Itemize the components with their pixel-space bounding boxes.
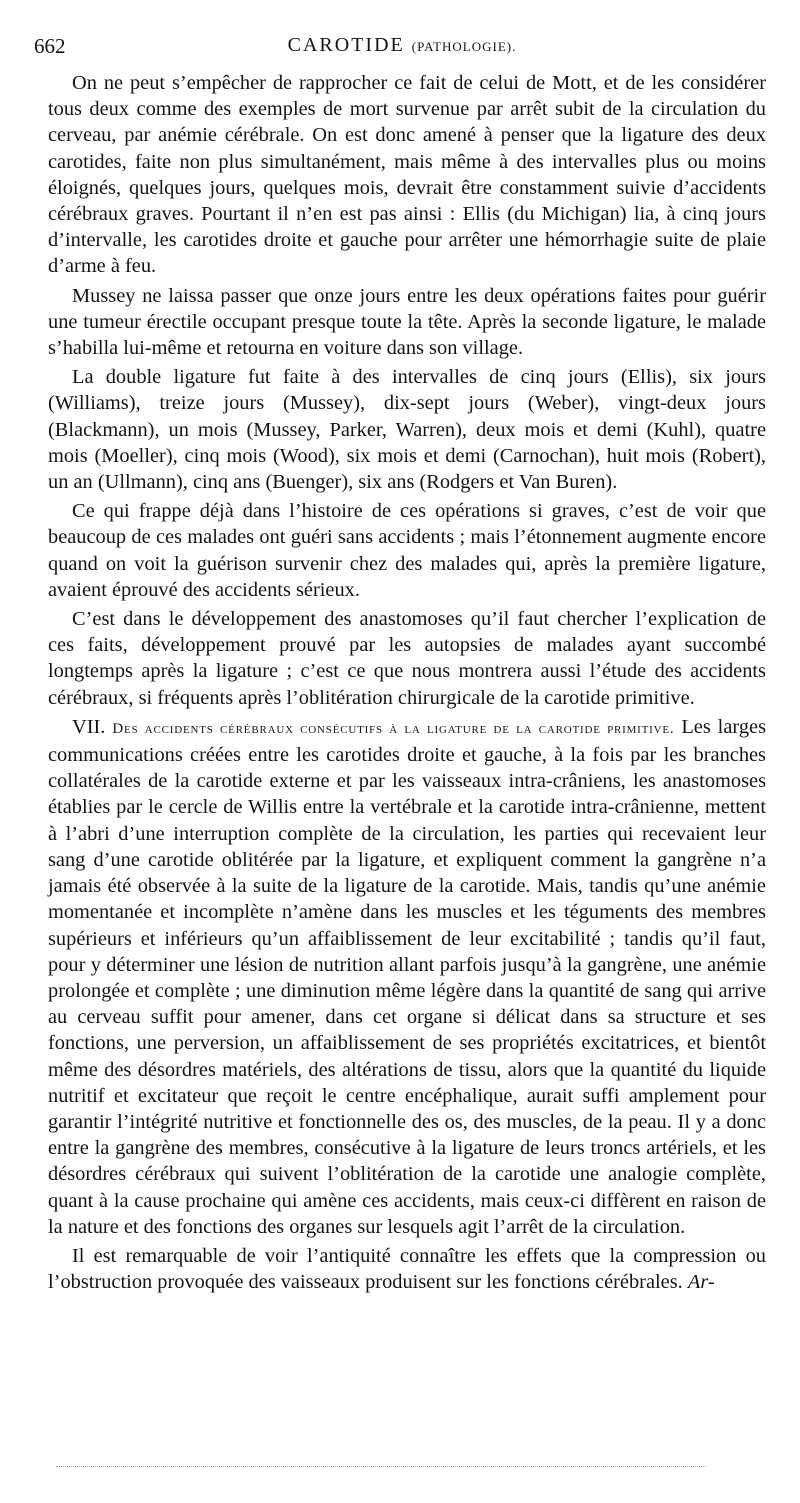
running-title: CAROTIDE xyxy=(287,34,405,56)
section-heading: Des accidents cérébraux consécutifs à la ligature de la carotide primitive. xyxy=(112,720,675,737)
page-body xyxy=(48,70,766,1298)
paragraph-last xyxy=(48,1243,766,1295)
running-subtitle: (PATHOLOGIE). xyxy=(411,39,517,54)
paragraph-5: C’est dans le développement des anastomoses qu’il faut chercher l’explication de ces faits, développement prouvé par les autopsies de malades ayant succombé longtemps après la ligature ; c’est ce que nous montrera aussi l’étude des accidents cérébraux, si fréquents après l’oblitération chirurgicale de la carotide primitive. xyxy=(48,608,766,709)
paragraph-1: On ne peut s’empêcher de rapprocher ce fait de celui de Mott, et de les considérer tous deux comme des exemples de mort survenue par arrêt subit de la circulation du cerveau, par anémie cérébrale. On est donc amené à penser que la ligature des deux carotides, faite non plus simultanément, mais même à des intervalles plus ou moins éloignés, quelques jours, quelques mois, devrait être constamment suivie d’accidents cérébraux graves. Pourtant il n’en est pas ainsi : Ellis (du Michigan) lia, à cinq jours d’intervalle, les carotides droite et gauche pour arrêter une hémorrhagie suite de plaie d’arme à feu. xyxy=(48,72,766,278)
paragraph-4: Ce qui frappe déjà dans l’histoire de ces opérations si graves, c’est de voir que beaucoup de ces malades ont guéri sans accidents ; mais l’étonnement augmente encore quand on voit la guérison survenir chez des malades qui, après la première ligature, avaient éprouvé des accidents sérieux. xyxy=(48,500,766,601)
footer-rule xyxy=(56,1466,706,1467)
page-number: 662 xyxy=(34,34,66,58)
paragraph-last-italic-tail: Ar- xyxy=(687,1271,715,1294)
paragraph-2: Mussey ne laissa passer que onze jours entre les deux opérations faites pour guérir une tumeur érectile occupant presque toute la tête. Après la seconde ligature, le malade s’habilla lui-même et retourna en voiture dans son village. xyxy=(48,284,766,360)
paragraph-3: La double ligature fut faite à des intervalles de cinq jours (Ellis), six jours (Williams), treize jours (Mussey), dix-sept jours (Weber), vingt-deux jours (Blackmann), un mois (Mussey, Parker, Warren), deux mois et demi (Kuhl), quatre mois (Moeller), cinq mois (Wood), six mois et demi (Carnochan), huit mois (Robert), un an (Ullmann), cinq ans (Buenger), six ans (Rodgers et Van Buren). xyxy=(48,366,766,494)
paragraph-last-text: Il est remarquable de voir l’antiquité connaître les effets que la compression ou l’obstruction provoquée des vaisseaux produisent sur les fonctions cérébrales. xyxy=(48,1244,766,1294)
section-numeral: VII. xyxy=(72,715,106,738)
running-head xyxy=(32,34,772,57)
section-text: Les larges communications créées entre les carotides droite et gauche, à la fois par les branches collatérales de la carotide externe et par les vaisseaux intra-crâniens, les anastomoses établies par le cercle de Willis entre la vertébrale et la carotide intra-crânienne, mettent à l’abri d’une interruption complète de la circulation, les parties qui recevaient leur sang d’une carotide oblitérée par la ligature, et expliquent comment la gangrène n’a jamais été observée à la suite de la ligature de la carotide. Mais, tandis qu’une anémie momentanée et incomplète n’amène dans les muscles et les téguments des membres supérieurs et inférieurs qu’un affaiblissement de leur excitabilité ; tandis qu’il faut, pour y déterminer une lésion de nutrition allant parfois jusqu’à la gangrène, une anémie prolongée et complète ; une diminution même légère dans la quantité de sang qui arrive au cerveau suffit pour amener, dans cet organe si délicat dans sa structure et ses fonctions, une perversion, un affaiblissement de ses propriétés excitatrices, et bientôt même des désordres matériels, des altérations de tissu, alors que la quantité du liquide nutritif et excitateur que reçoit le centre encéphalique, aurait suffi amplement pour garantir l’intégrité nutritive et fonctionnelle des os, des muscles, de la peau. Il y a donc entre la gangrène des membres, consécutive à la ligature de leurs troncs artériels, et les désordres cérébraux qui suivent l’oblitération de la carotide une analogie complète, quant à la cause prochaine qui amène ces accidents, mais ceux-ci diffèrent en raison de la nature et des fonctions des organes sur lesquels agit l’arrêt de la circulation. xyxy=(48,715,766,1238)
page-header xyxy=(32,34,772,66)
section-paragraph xyxy=(48,714,766,1240)
